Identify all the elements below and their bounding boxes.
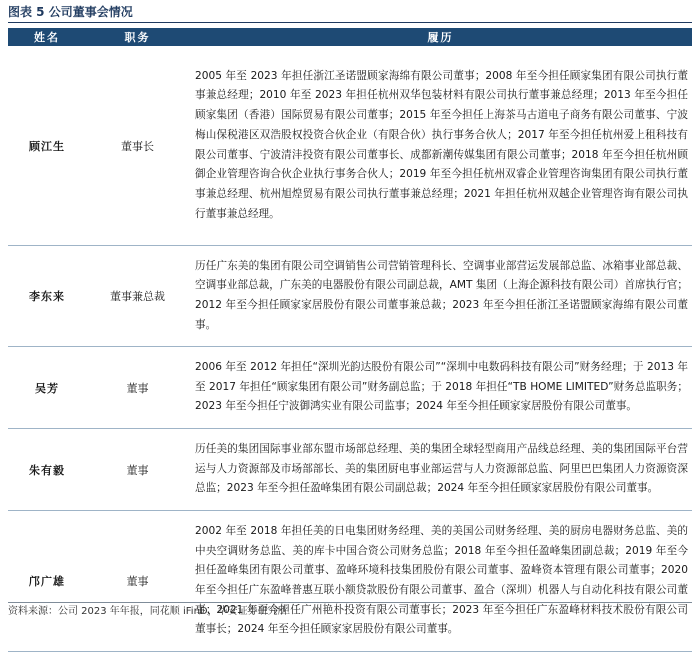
header-name: 姓名 <box>8 28 86 46</box>
header-bio: 履历 <box>189 28 692 46</box>
director-name: 朱有毅 <box>8 429 86 511</box>
title-divider <box>8 22 692 23</box>
director-name: 顾江生 <box>8 46 86 246</box>
director-bio: 2002 年至 2018 年担任美的日电集团财务经理、美的美国公司财务经理、美的厨房电器财务总监、美的中央空调财务总监、美的库卡中国合资公司财务总监；2018 年至今担任盈峰集团副总裁；2019 年至今担任盈峰集团有限公司董事、盈峰环境科技集团股份有限公司董事、盈峰资本管理有限公司董事；2020 年至今担任广东盈峰普惠互联小额贷款股份有限公司董事、盈合（深圳）机器人与自动化科技有限公司董事；2021 年至今担任广州艳朴投资有限公司董事长；2023 年至今担任广东盈峰材料技术股份有限公司董事长；2024 年至今担任顾家家居股份有限公司董事。 <box>189 511 692 652</box>
director-bio: 历任美的集团国际事业部东盟市场部总经理、美的集团全球轻型商用产品线总经理、美的集团国际平台营运与人力资源部及市场部部长、美的集团厨电事业部运营与人力资源部总监、阿里巴巴集团人力资源资深总监；2023 年至今担任盈峰集团有限公司副总裁；2024 年至今担任顾家家居股份有限公司董事。 <box>189 429 692 511</box>
director-name: 李东来 <box>8 246 86 347</box>
director-bio: 历任广东美的集团有限公司空调销售公司营销管理科长、空调事业部营运发展部总监、冰箱事业部总裁、空调事业部总裁，广东美的电器股份有限公司副总裁，AMT 集团（上海企源科技有限公司）首席执行官；2012 年至今担任顾家家居股份有限公司董事兼总裁；2023 年至今担任浙江圣诺盟顾家海绵有限公司董事。 <box>189 246 692 347</box>
table-row <box>8 511 692 652</box>
director-name: 邝广雄 <box>8 511 86 652</box>
table-row <box>8 246 692 347</box>
table-row <box>8 46 692 246</box>
director-name: 吴芳 <box>8 347 86 429</box>
director-role: 董事长 <box>86 46 189 246</box>
board-table <box>8 28 692 652</box>
director-bio: 2005 年至 2023 年担任浙江圣诺盟顾家海绵有限公司董事；2008 年至今担任顾家集团有限公司执行董事兼总经理；2010 年至 2023 年担任杭州双华包装材料有限公司执行董事兼总经理；2013 年至今担任顾家集团（香港）国际贸易有限公司董事；2015 年至今担任上海茶马古道电子商务有限公司董事、宁波梅山保税港区双浩股权投资合伙企业（有限合伙）执行事务合伙人；2017 年至今担任杭州爱上租科技有限公司董事、宁波清沣投资有限公司董事长、成都新潮传媒集团有限公司董事；2018 年至今担任杭州顾御企业管理咨询合伙企业执行事务合伙人；2019 年至今担任杭州双睿企业管理咨询集团有限公司执行董事兼总经理、杭州旭煌贸易有限公司执行董事兼总经理；2021 年担任杭州双越企业管理咨询有限公司执行董事兼总经理。 <box>189 46 692 246</box>
director-bio: 2006 年至 2012 年担任“深圳光韵达股份有限公司”“深圳中电数码科技有限公司”财务经理；于 2013 年至 2017 年担任“顾家集团有限公司”财务副总监；于 2018 年担任“TB HOME LIMITED”财务总监职务；2023 年至今担任宁波御鸿实业有限公司监事；2024 年至今担任顾家家居股份有限公司董事。 <box>189 347 692 429</box>
table-row <box>8 347 692 429</box>
chart-title: 图表 5 公司董事会情况 <box>8 5 133 19</box>
table-header-row <box>8 28 692 46</box>
director-role: 董事 <box>86 429 189 511</box>
source-note: 资料来源：公司 2023 年年报，同花顺 iFinD，华安证券研究所 <box>8 606 288 617</box>
table-row <box>8 429 692 511</box>
director-role: 董事 <box>86 347 189 429</box>
director-role: 董事 <box>86 511 189 652</box>
director-role: 董事兼总裁 <box>86 246 189 347</box>
header-role: 职务 <box>86 28 189 46</box>
source-divider <box>8 602 692 603</box>
